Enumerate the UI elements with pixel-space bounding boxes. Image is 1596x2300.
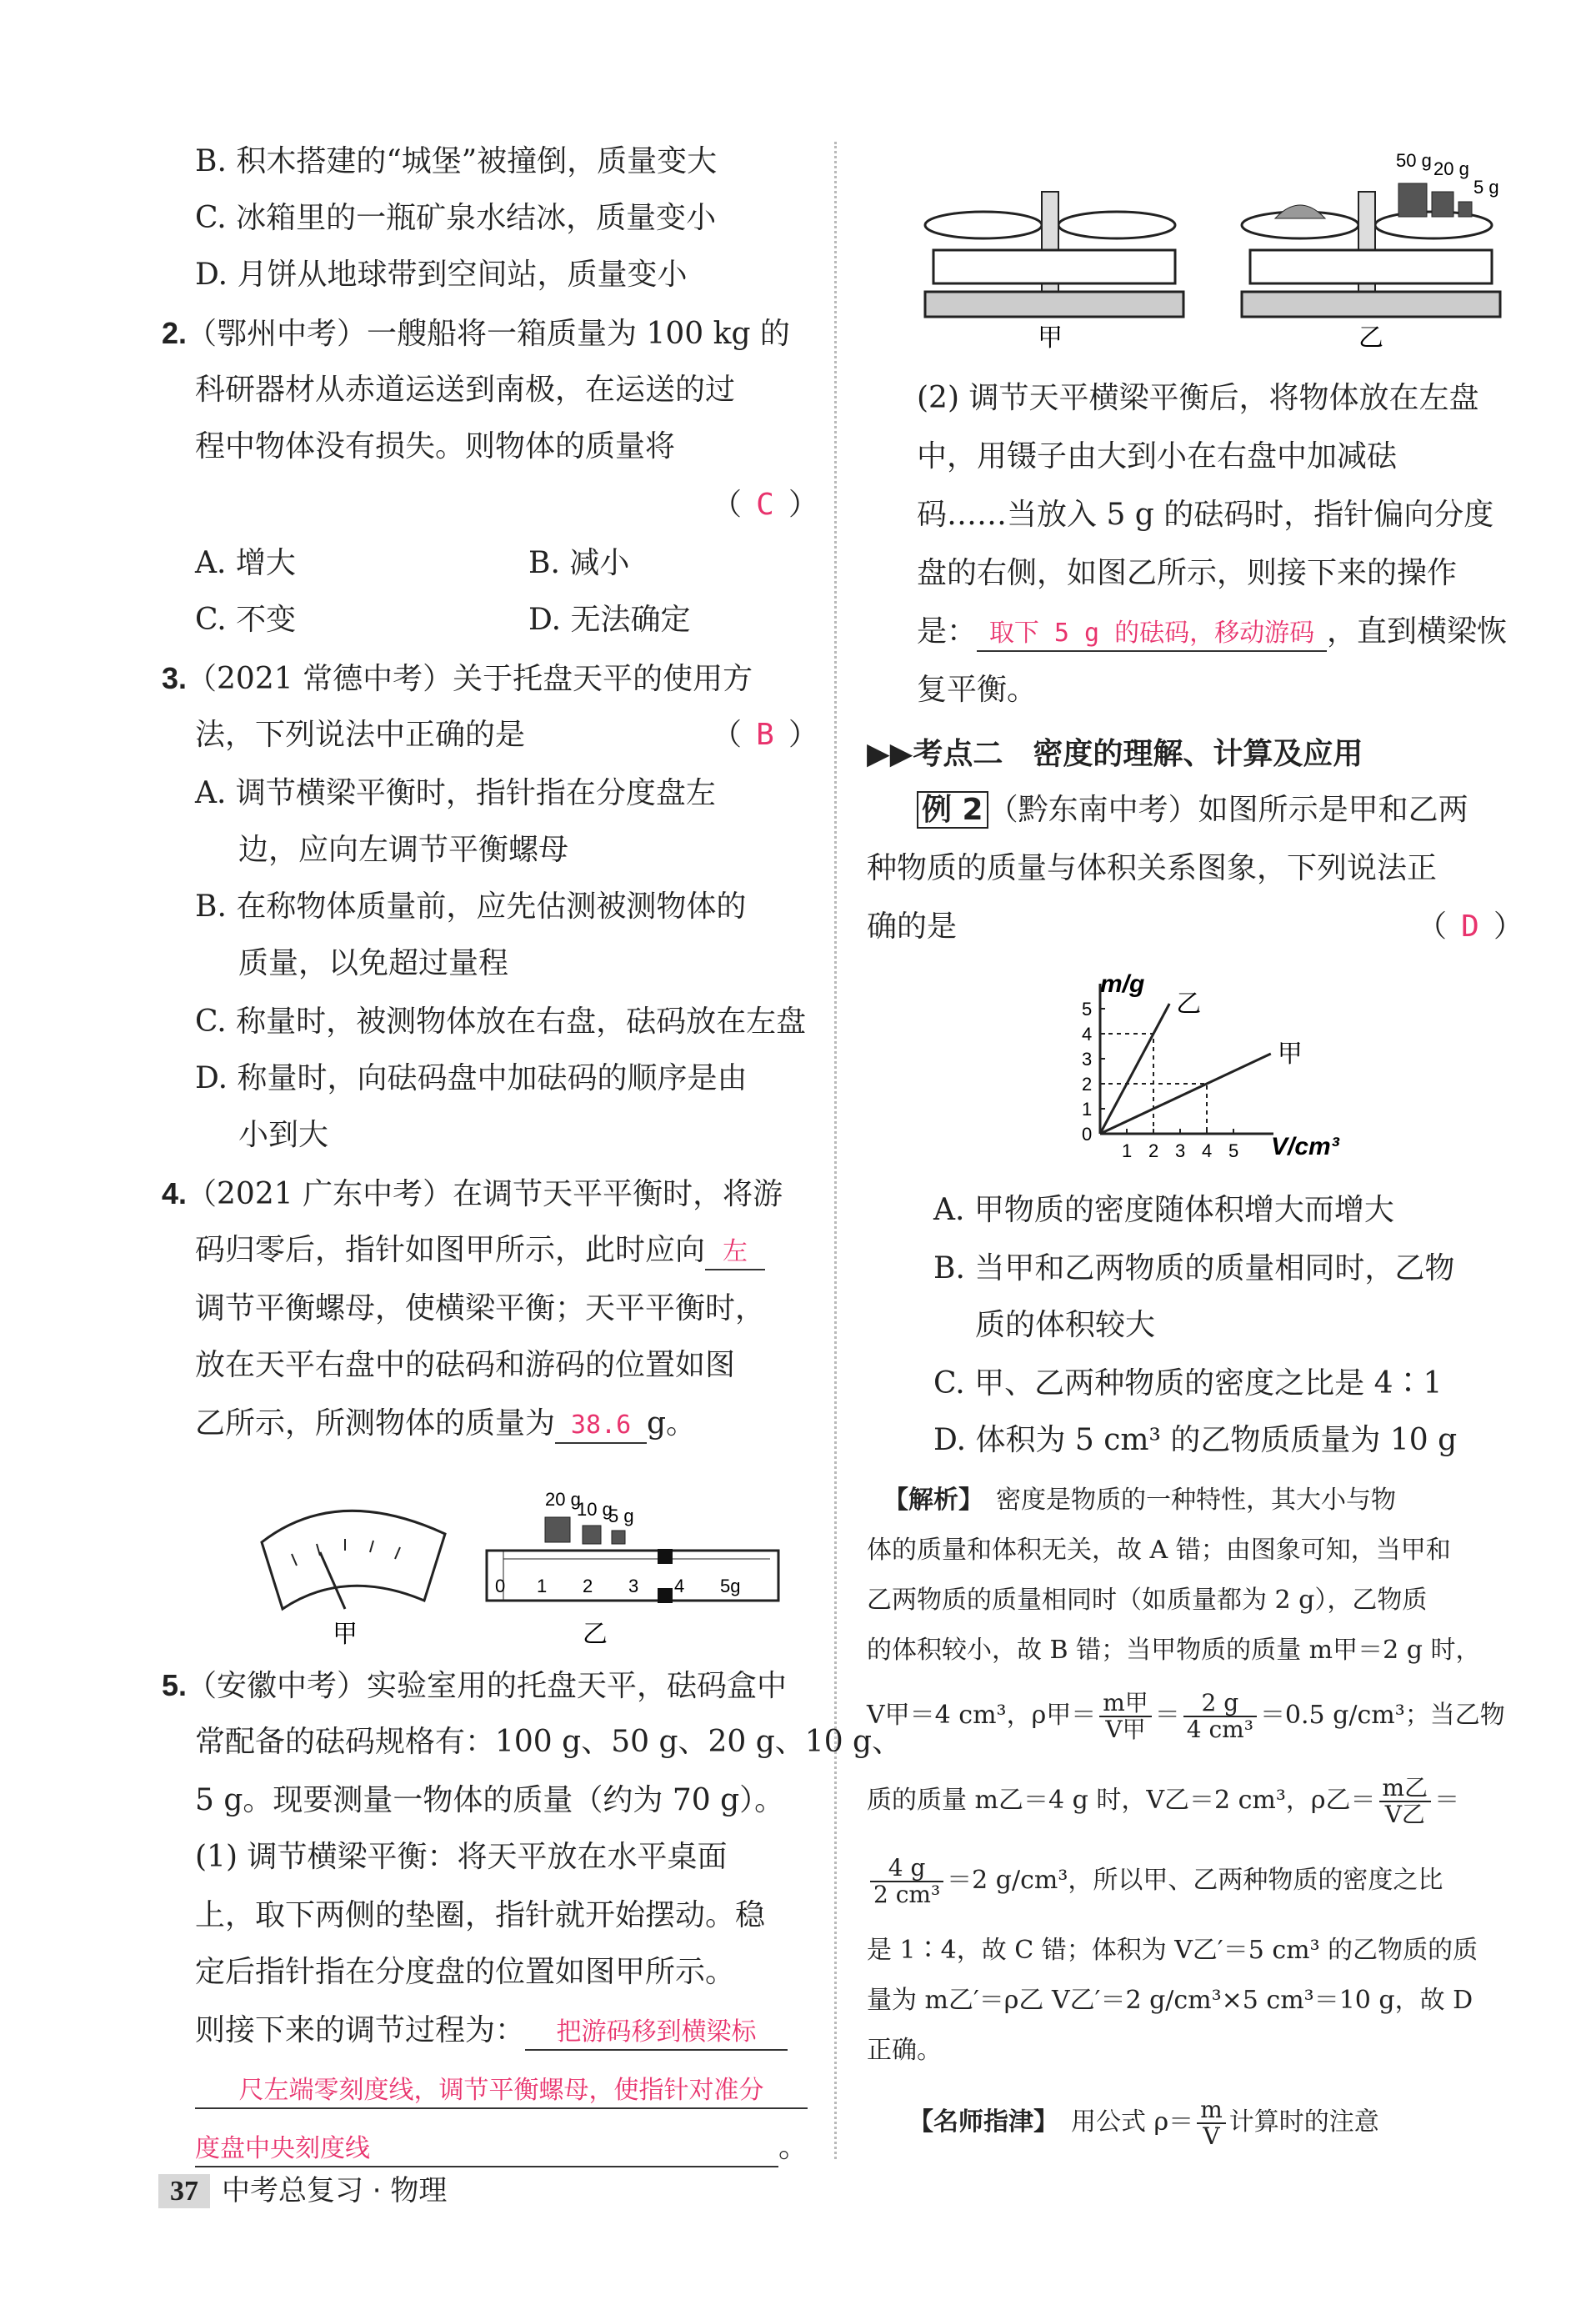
svg-text:甲: 甲 <box>1038 324 1063 352</box>
tip-line: 【名师指津】 用公式 ρ＝ $\frac{m}{V}$ 计算时的注意 <box>908 2096 1379 2150</box>
svg-text:0: 0 <box>495 1576 506 1596</box>
ex2-option-b-cont: 质的体积较大 <box>975 1308 1156 1342</box>
q3-option-d-cont: 小到大 <box>238 1118 329 1152</box>
x-tick-label: 5 <box>1228 1140 1239 1161</box>
q5-answer-line-3: 度盘中央刻度线 。 <box>195 2129 808 2167</box>
q5-answer-1[interactable]: 把游码移到横梁标 <box>525 2016 788 2051</box>
q2-option-c: C. 不变 <box>195 603 297 637</box>
q2-answer: （ C ） <box>712 488 819 522</box>
q3-stem-1: 3.（2021 常德中考）关于托盘天平的使用方 <box>162 661 753 696</box>
series-line-jia <box>1100 1054 1271 1134</box>
weight-label-5g: 5 g <box>608 1506 634 1526</box>
q2-option-d: D. 无法确定 <box>528 603 691 637</box>
q2-option-a: A. 增大 <box>195 546 296 580</box>
q5-2-line-5: 是： 取下 5 g 的砝码，移动游码 ，直到横梁恢 <box>917 614 1507 652</box>
mass-volume-chart <box>1067 967 1383 1184</box>
y-tick-label: 5 <box>1082 999 1093 1020</box>
weight-label-20g: 20 g <box>545 1489 581 1510</box>
analysis-line-6: 质的质量 m乙＝4 g 时，V乙＝2 cm³，ρ乙＝ $\frac{\text{m乙}}{\text{V乙}}$ ＝ <box>867 1774 1460 1828</box>
q4-stem-3: 调节平衡螺母，使横梁平衡；天平平衡时， <box>195 1291 766 1325</box>
q3-option-b: B. 在称物体质量前，应先估测被测物体的 <box>195 889 747 924</box>
weight-label-10g: 10 g <box>577 1499 613 1520</box>
q5-2-line-6: 复平衡。 <box>917 673 1038 707</box>
analysis-line-9: 量为 m乙′＝ρ乙 V乙′＝2 g/cm³×5 cm³＝10 g，故 D <box>867 1986 1473 2015</box>
x-tick-label: 2 <box>1148 1140 1159 1161</box>
q2-number: 2. <box>162 316 188 350</box>
ex2-option-c: C. 甲、乙两种物质的密度之比是 4∶1 <box>933 1366 1443 1401</box>
q3-stem-2: 法，下列说法中正确的是 <box>195 718 526 752</box>
q1-option-d: D. 月饼从地球带到空间站，质量变小 <box>195 258 688 292</box>
ex2-stem-3: 确的是 <box>867 909 958 944</box>
q5-stem-2: 常配备的砝码规格有：100 g、50 g、20 g、10 g、 <box>195 1725 903 1759</box>
q5-stem-5: 上，取下两侧的垫圈，指针就开始摆动。稳 <box>195 1898 766 1932</box>
series-label: 乙 <box>1176 990 1202 1018</box>
analysis-line-1: 【解析】 密度是物质的一种特性，其大小与物 <box>883 1486 1396 1515</box>
ex2-stem-1: 例 2 （黔东南中考）如图所示是甲和乙两 <box>917 792 1468 829</box>
q4-figure <box>237 1467 787 1651</box>
x-tick-label: 1 <box>1122 1140 1133 1161</box>
q1-option-c: C. 冰箱里的一瓶矿泉水结冰，质量变小 <box>195 201 717 235</box>
q4-stem-1: 4.（2021 广东中考）在调节天平平衡时，将游 <box>162 1176 783 1211</box>
fig-jia-label: 甲 <box>333 1621 358 1648</box>
q3-option-d: D. 称量时，向砝码盘中加砝码的顺序是由 <box>195 1061 748 1095</box>
ex2-answer: （ D ） <box>1417 909 1524 944</box>
analysis-line-10: 正确。 <box>867 2036 942 2065</box>
rider-scale-yi <box>487 1549 778 1603</box>
q5-2-line-4: 盘的右侧，如图乙所示，则接下来的操作 <box>917 556 1458 590</box>
weight-50g: 50 g <box>1396 150 1432 171</box>
svg-text:1: 1 <box>537 1576 548 1596</box>
page-footer <box>158 2167 447 2208</box>
q1-option-b: B. 积木搭建的“城堡”被撞倒，质量变大 <box>195 144 718 178</box>
q5-stem-4: (1) 调节横梁平衡：将天平放在水平桌面 <box>195 1840 728 1874</box>
q2-option-b: B. 减小 <box>528 546 630 580</box>
example-tag: 例 2 <box>917 791 988 829</box>
q5-answer-line-2: 尺左端零刻度线，调节平衡螺母，使指针对准分 <box>195 2071 808 2109</box>
y-tick-label: 3 <box>1082 1049 1093 1070</box>
q5-stem-7: 则接下来的调节过程为： 把游码移到横梁标 <box>195 2012 788 2051</box>
q4-fill-2[interactable]: 38.6 <box>555 1409 647 1444</box>
pointer-dial-jia <box>262 1511 445 1609</box>
q3-option-b-cont: 质量，以免超过量程 <box>238 946 509 980</box>
footer-title: 中考总复习 · 物理 <box>222 2174 448 2207</box>
y-tick-label: 2 <box>1082 1074 1093 1095</box>
weight-5g: 5 g <box>1473 177 1499 198</box>
svg-text:乙: 乙 <box>1358 324 1383 352</box>
y-tick-label: 1 <box>1082 1099 1093 1120</box>
series-label: 甲 <box>1277 1040 1303 1068</box>
q2-stem-3: 程中物体没有损失。则物体的质量将 <box>195 429 676 464</box>
weight-20g: 20 g <box>1433 158 1469 179</box>
y-axis-label: m/g <box>1100 970 1145 998</box>
q5-2-line-3: 码……当放入 5 g 的砝码时，指针偏向分度 <box>917 498 1494 532</box>
ex2-option-d: D. 体积为 5 cm³ 的乙物质质量为 10 g <box>933 1423 1458 1457</box>
svg-text:2: 2 <box>583 1576 593 1596</box>
q3-answer: （ B ） <box>712 718 819 752</box>
balance-jia <box>925 192 1183 352</box>
ex2-option-a: A. 甲物质的密度随体积增大而增大 <box>933 1193 1394 1227</box>
balance-yi <box>1242 150 1500 352</box>
q5-stem-3: 5 g。现要测量一物体的质量（约为 70 g）。 <box>195 1783 785 1817</box>
q4-stem-5: 乙所示，所测物体的质量为 38.6 g。 <box>195 1406 696 1444</box>
page-number: 37 <box>158 2174 210 2208</box>
rider <box>658 1549 673 1564</box>
column-divider <box>834 142 837 2159</box>
q4-fill-1[interactable]: 左 <box>705 1235 765 1270</box>
svg-text:4: 4 <box>674 1576 685 1596</box>
x-tick-label: 3 <box>1175 1140 1186 1161</box>
q5-2-line-1: (2) 调节天平横梁平衡后，将物体放在左盘 <box>917 381 1479 415</box>
analysis-line-8: 是 1∶4，故 C 错；体积为 V乙′＝5 cm³ 的乙物质的质 <box>867 1936 1478 1965</box>
q5-2-answer[interactable]: 取下 5 g 的砝码，移动游码 <box>977 617 1327 652</box>
analysis-line-7: $\frac{4 g}{\text{2 cm³}}$ ＝2 g/cm³，所以甲、乙两种物质的密度之比 <box>867 1856 1443 1907</box>
y-tick-label: 4 <box>1082 1024 1093 1045</box>
svg-text:5g: 5g <box>720 1576 741 1596</box>
q4-stem-4: 放在天平右盘中的砝码和游码的位置如图 <box>195 1348 736 1382</box>
q3-option-a: A. 调节横梁平衡时，指针指在分度盘左 <box>195 776 716 810</box>
q2-stem-2: 科研器材从赤道运送到南极，在运送的过 <box>195 373 736 407</box>
svg-text:3: 3 <box>628 1576 639 1596</box>
section-title: ▶▶考点二 密度的理解、计算及应用 <box>867 737 1363 771</box>
q5-stem-6: 定后指针指在分度盘的位置如图甲所示。 <box>195 1955 736 1989</box>
weights-yi <box>545 1489 634 1544</box>
x-axis-label: V/cm³ <box>1271 1133 1339 1160</box>
ex2-stem-2: 种物质的质量与体积关系图象，下列说法正 <box>867 851 1438 885</box>
ex2-option-b: B. 当甲和乙两物质的质量相同时，乙物 <box>933 1251 1455 1285</box>
q2-stem-1: 2.（鄂州中考）一艘船将一箱质量为 100 kg 的 <box>162 316 790 351</box>
balance-figures <box>917 142 1517 358</box>
q5-2-line-2: 中，用镊子由大到小在右盘中加减砝 <box>917 439 1398 474</box>
q3-option-a-cont: 边，应向左调节平衡螺母 <box>238 833 569 867</box>
x-tick-label: 4 <box>1202 1140 1213 1161</box>
y-tick-label: 0 <box>1082 1124 1093 1145</box>
analysis-line-2: 体的质量和体积无关，故 A 错；由图象可知，当甲和 <box>867 1536 1451 1565</box>
q4-stem-2: 码归零后，指针如图甲所示，此时应向 左 <box>195 1232 765 1270</box>
q3-option-c: C. 称量时，被测物体放在右盘，砝码放在左盘 <box>195 1005 807 1039</box>
q5-stem-1: 5.（安徽中考）实验室用的托盘天平，砝码盒中 <box>162 1668 788 1703</box>
analysis-line-4: 的体积较小，故 B 错；当甲物质的质量 m甲＝2 g 时， <box>867 1636 1481 1665</box>
analysis-line-3: 乙两物质的质量相同时（如质量都为 2 g），乙物质 <box>867 1586 1428 1615</box>
series-line-yi <box>1100 1004 1169 1134</box>
fig-yi-label: 乙 <box>583 1621 608 1648</box>
analysis-line-5: V甲＝4 cm³，ρ甲＝ $\frac{\text{m甲}}{\text{V甲}}$ ＝ $\frac{2 g}{\text{4 cm³}}$ ＝0.5 g/cm³；当乙物 <box>867 1689 1505 1743</box>
